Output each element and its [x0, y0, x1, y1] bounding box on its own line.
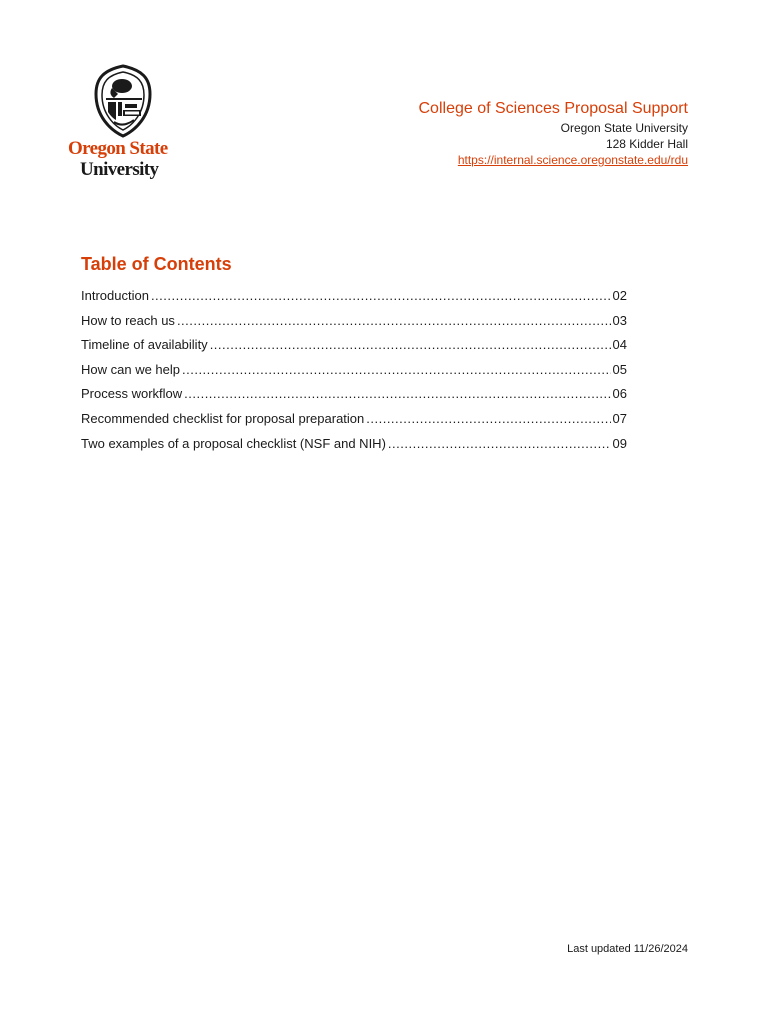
toc-entry-page: 02 [612, 288, 627, 303]
toc-entry[interactable] [81, 362, 627, 387]
toc-entry-label: How can we help [81, 361, 180, 377]
osu-logo [68, 64, 180, 184]
toc-entry-page: 03 [612, 312, 627, 328]
toc-entry-page: 04 [612, 337, 627, 353]
toc-title: Table of Contents [81, 254, 232, 274]
toc-entry-label: Recommended checklist for proposal preparation [81, 410, 365, 426]
toc-entry-label: Timeline of availability [81, 337, 208, 353]
toc-dot-leader [388, 436, 611, 451]
toc-dot-leader [184, 386, 610, 401]
toc-entry[interactable] [81, 411, 627, 436]
toc-entry-page: 06 [612, 386, 627, 402]
toc-entry-page: 05 [612, 361, 627, 377]
header-title: College of Sciences Proposal Support [418, 100, 688, 117]
last-updated-note: Last updated 11/26/2024 [567, 943, 688, 955]
osu-seal-icon [92, 64, 154, 138]
toc-entry-label: Process workflow [81, 386, 183, 402]
toc-entry[interactable] [81, 386, 627, 411]
toc-entry[interactable] [81, 288, 627, 313]
toc-dot-leader [182, 362, 611, 377]
toc-dot-leader [210, 337, 611, 352]
toc-entry-page: 09 [612, 435, 627, 451]
toc-dot-leader [151, 288, 611, 303]
toc-list [81, 288, 627, 460]
header-link[interactable]: https://internal.science.oregonstate.edu/rdu [457, 153, 688, 167]
toc-entry[interactable] [81, 337, 627, 362]
logo-wordmark-university: University [80, 159, 159, 180]
toc-entry-label: How to reach us [81, 312, 175, 328]
header-block [288, 98, 688, 168]
toc-entry-page: 07 [612, 410, 627, 426]
header-address: 128 Kidder Hall [605, 137, 688, 151]
toc-entry-label: Two examples of a proposal checklist (NSF and NIH) [81, 435, 386, 451]
logo-wordmark-oregon-state: Oregon State [68, 138, 168, 159]
toc-dot-leader [177, 313, 611, 328]
toc-entry-label: Introduction [81, 288, 149, 303]
toc-dot-leader [366, 411, 610, 426]
header-institution: Oregon State University [560, 121, 688, 135]
toc-entry[interactable] [81, 313, 627, 338]
toc-entry[interactable] [81, 436, 627, 461]
